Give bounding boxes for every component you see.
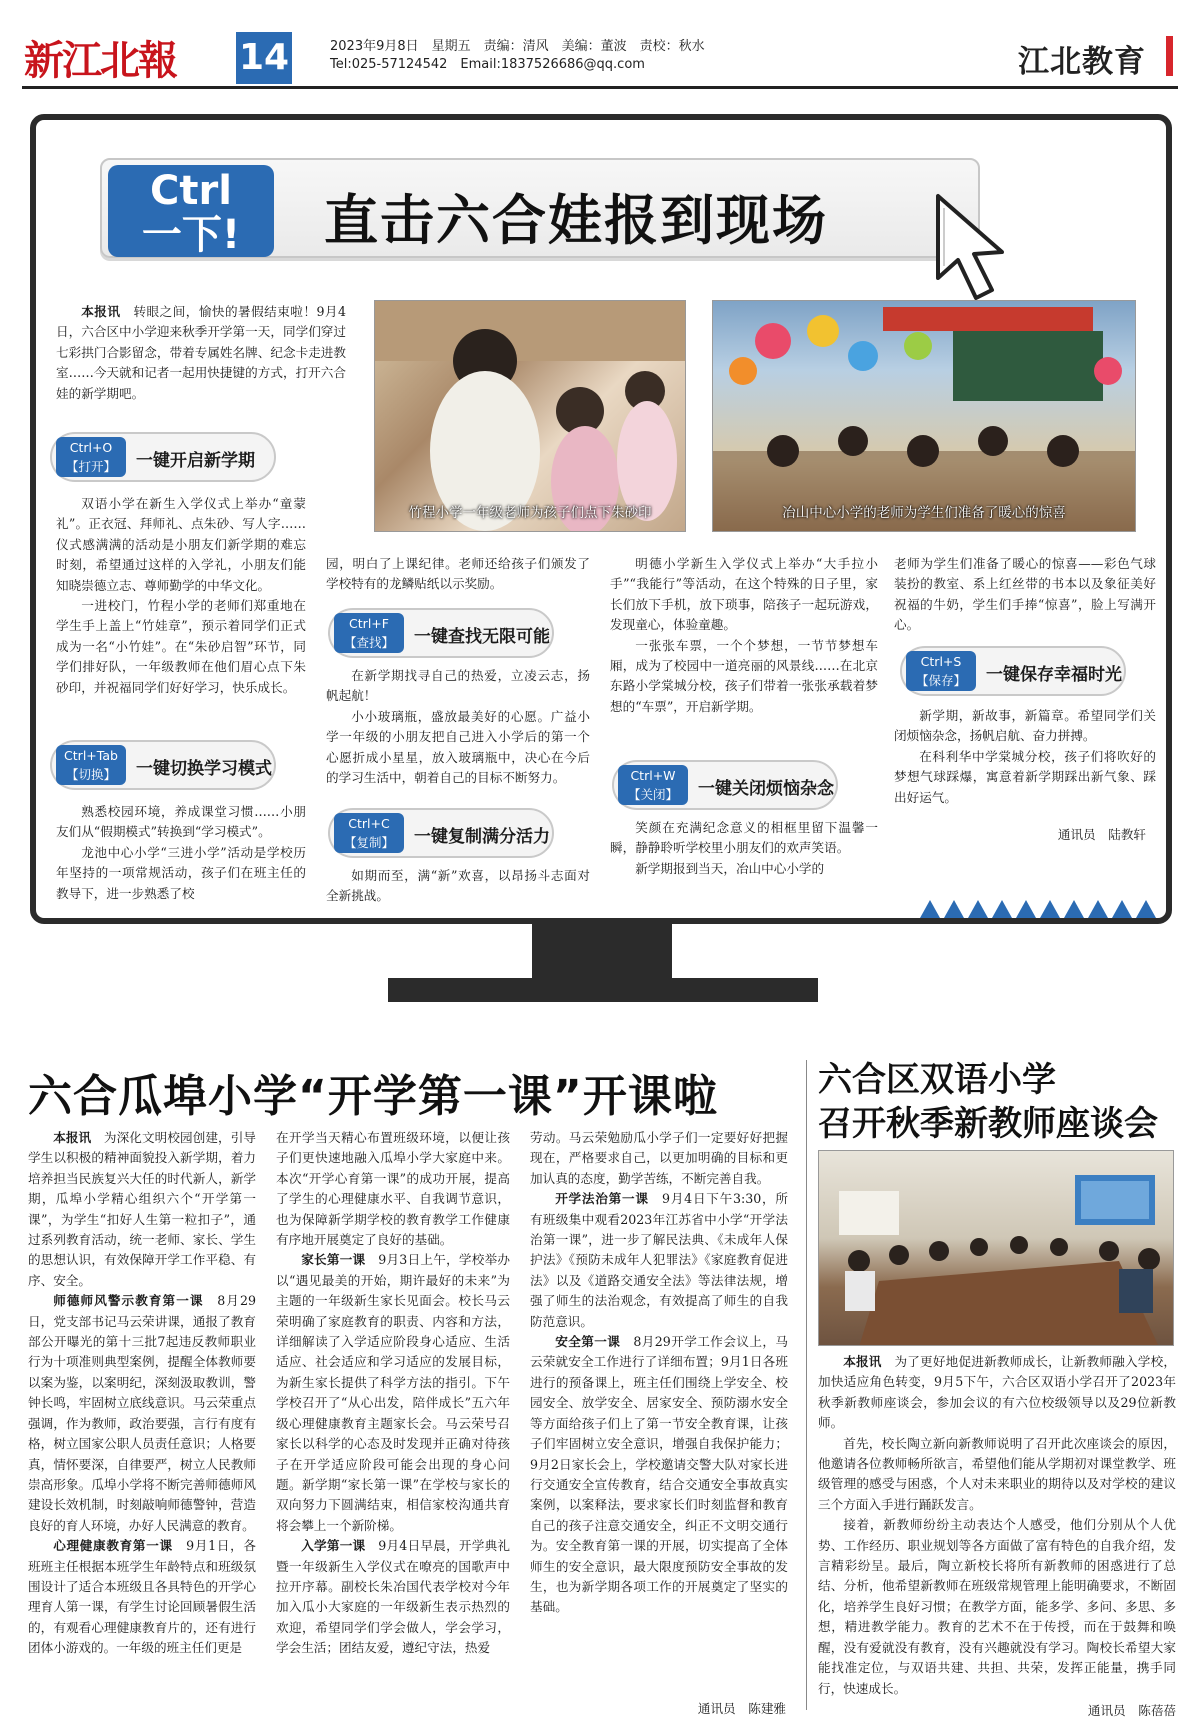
ctrl-badge-line1: Ctrl <box>150 168 232 214</box>
masthead-logo <box>22 30 192 86</box>
key-pill-open <box>50 432 276 482</box>
feature-col2-mid: 在新学期找寻自己的热爱，立凌云志，扬帆起航！ 小小玻璃瓶，盛放最美好的心愿。广益小学一年级的小朋友把自己进入小学后的第一个心愿折成小星星，放入玻璃瓶中，决心在今后的学习生活中，朝着自己的目标不断努力。 <box>326 668 590 786</box>
key-combo-box: Ctrl+W 【关闭】 <box>618 765 688 805</box>
key-combo-box: Ctrl+Tab 【切换】 <box>56 745 126 785</box>
feature-col3-top: 明德小学新生入学仪式上举办“大手拉小手”“我能行”等活动，在这个特殊的日子里，家长们放下手机，放下琐事，陪孩子一起玩游戏，发现童心，体验童趣。 一张张车票，一个个梦想，一节节梦想车厢，成为了校园中一道亮丽的风景线……在北京东路小学棠城分校，孩子们带着一张张承载着梦想的“车票”，开启新学期。 <box>610 556 878 714</box>
story2-col2: 在开学当天精心布置班级环境，以便让孩子们更快速地融入瓜埠小学大家庭中来。本次“开学心育第一课”的成功开展，提高了学生的心理健康水平、自我调节意识，也为保障新学期学校的教育教学工作健康有序地开展奠定了良好的基础。 家长第一课 9月3日上午，学校举办以“遇见最美的开始，期许最好的未来”为主题的一年级新生家长见面会。校长马云荣明确了家庭教育的职责、内容和方法，详细解读了入学适应阶段身心适应、生活适应、社会适应和学习适应的发展目标，为新生家长提供了科学方法的指引。下午学校召开了“从心出发，陪伴成长”五六年级心理健康教育主题家长会。马云荣号召家长以科学的心态及时发现并正确对待孩子在开学适应阶段可能会出现的身心问题。新学期“家长第一课”在学校与家长的双向努力下圆满结束，相信家校沟通共育将会攀上一个新阶梯。 入学第一课 9月4日早晨，开学典礼暨一年级新生入学仪式在嘹亮的国歌声中拉开序幕。副校长朱冶国代表学校对今年加入瓜小大家庭的一年级新生表示热烈的欢迎，希望同学们学会做人，学会学习，学会生活；团结友爱，遵纪守法，热爱 <box>276 1130 510 1656</box>
photo-yeshan-school <box>712 300 1136 532</box>
story3-title: 六合区双语小学 召开秋季新教师座谈会 <box>818 1060 1158 1144</box>
ctrl-badge-line2: 一下! <box>141 212 241 258</box>
monitor-stand-base <box>388 978 818 1002</box>
feature-intro <box>56 302 346 420</box>
story2-byline: 通讯员 陈建雅 <box>697 1701 786 1716</box>
column-divider <box>806 1060 807 1710</box>
key-pill-label: 一键复制满分活力 <box>414 827 550 847</box>
key-combo-box: Ctrl+S 【保存】 <box>906 651 976 691</box>
intro-text: 转眼之间，愉快的暑假结束啦！9月4日，六合区中小学迎来秋季开学第一天，同学们穿过七彩拱门合影留念，带着专属姓名牌、纪念卡走进教室……今天就和记者一起用快捷键的方式，打开六合娃的新学期吧。 <box>56 304 346 401</box>
story3-body: 本报讯 为了更好地促进新教师成长，让新教师融入学校，加快适应角色转变，9月5下午，六合区双语小学召开了2023年秋季新教师座谈会，参加会议的有六位校级领导以及29位新教师。 首先，校长陶立新向新教师说明了召开此次座谈会的原因，他邀请各位教师畅所欲言，希望他们能从学期初对课堂教学、班级管理的感受与困惑，个人对未来职业的期待以及对学校的建议三个方面入手进行踊跃发言。 接着，新教师纷纷主动表达个人感受，他们分别从个人优势、工作经历、职业规划等各方面做了富有特色的自我介绍，发言精彩纷呈。最后，陶立新校长将所有新教师的困惑进行了总结、分析，他希望新教师在班级常规管理上能明确要求，不断固化，培养学生良好习惯；在教学方面，能多学、多问、多思、多想，精进教学能力。教育的艺术不在于传授，而在于鼓舞和唤醒，没有爱就没有教育，没有兴趣就没有学习。陶校长希望大家能找准定位，与双语共建、共担、共荣，发挥正能量，携手同行，快速成长。 <box>818 1354 1176 1696</box>
section-title: 江北教育 <box>1018 44 1146 80</box>
key-pill-close <box>612 760 838 810</box>
section-accent-bar <box>1166 36 1173 76</box>
header-info <box>330 38 705 74</box>
photo-teacher-meeting <box>818 1150 1174 1346</box>
key-pill-label: 一键查找无限可能 <box>414 627 550 647</box>
feature-title: 直击六合娃报到现场 <box>324 189 828 252</box>
ctrl-badge <box>108 165 274 257</box>
feature-col4-bottom: 新学期，新故事，新篇章。希望同学们关闭烦恼杂念，扬帆启航、奋力拼搏。 在科利华中学棠城分校，孩子们将吹好的梦想气球踩爆，寓意着新学期踩出新气象、踩出好运气。 <box>894 708 1156 805</box>
photo-zhucheng-school <box>374 300 686 532</box>
key-pill-label: 一键开启新学期 <box>136 451 255 471</box>
feature-byline: 通讯员 陆教轩 <box>1057 827 1146 842</box>
key-combo-box: Ctrl+C 【复制】 <box>334 813 404 853</box>
page-number: 14 <box>236 32 292 84</box>
cursor-arrow-icon <box>930 190 1050 310</box>
feature-col3-bottom: 笑颜在充满纪念意义的相框里留下温馨一瞬，静静聆听学校里小朋友们的欢声笑语。 新学期报到当天，冶山中心小学的 <box>610 820 878 876</box>
photo1-caption: 竹程小学一年级老师为孩子们点下朱砂印 <box>408 505 652 521</box>
svg-text:新江北報: 新江北報 <box>24 37 176 84</box>
header-divider <box>22 86 1178 89</box>
key-pill-find <box>328 608 554 658</box>
feature-col2-bottom: 如期而至，满“新”欢喜，以昂扬斗志面对全新挑战。 <box>326 868 590 904</box>
key-pill-label: 一键关闭烦恼杂念 <box>698 779 834 799</box>
contact-line: Tel:025-57124542 Email:1837526686@qq.com <box>330 57 645 72</box>
photo2-caption: 冶山中心小学的老师为学生们准备了暖心的惊喜 <box>782 505 1066 521</box>
story2-title: 六合瓜埠小学“开学第一课”开课啦 <box>28 1071 718 1122</box>
intro-lead: 本报讯 <box>81 304 121 319</box>
feature-col1-bottom: 熟悉校园环境，养成课堂习惯……小朋友们从“假期模式”转换到“学习模式”。 龙池中心小学“三进小学”活动是学校历年坚持的一项常规活动，孩子们在班主任的教导下，进一步熟悉了校 <box>56 804 306 901</box>
story3-byline: 通讯员 陈蓓蓓 <box>1087 1703 1176 1718</box>
feature-col2-top: 园，明白了上课纪律。老师还给孩子们颁发了学校特有的龙鳞贴纸以示奖励。 <box>326 556 590 592</box>
feature-col4-top: 老师为学生们准备了暖心的惊喜——彩色气球装扮的教室、系上红丝带的书本以及象征美好祝福的牛奶，学生们手捧“惊喜”，脸上写满开心。 <box>894 556 1156 633</box>
story2-col3: 劳动。马云荣勉励瓜小学子们一定要好好把握现在，严格要求自己，以更加明确的目标和更加认真的态度，勤学苦练，不断完善自我。 开学法治第一课 9月4日下午3:30，所有班级集中观看2023年江苏省中小学“开学法治第一课”，进一步了解民法典、《未成年人保护法》《预防未成年人犯罪法》《家庭教育促进法》以及《道路交通安全法》等法律法规，增强了师生的法治观念，有效提高了师生的自我防范意识。 安全第一课 8月29开学工作会议上，马云荣就安全工作进行了详细布置；9月1日各班进行的预备课上，班主任们围绕上学安全、校园安全、放学安全、居家安全、预防溺水安全等方面给孩子们上了第一节安全教育课，让孩子们牢固树立安全意识，增强自我保护能力；9月2日家长会上，学校邀请交警大队对家长进行交通安全宣传教育，结合交通安全事故真实案例，以案释法，要求家长们时刻监督和教育自己的孩子注意交通安全，纠正不文明交通行为。安全教育第一课的开展，切实提高了全体师生的安全意识，最大限度预防安全事故的发生，也为新学期各项工作的开展奠定了坚实的基础。 <box>530 1130 788 1615</box>
feature-col1-top: 双语小学在新生入学仪式上举办“童蒙礼”。正衣冠、拜师礼、点朱砂、写人字……仪式感满满的活动是小朋友们新学期的难忘时刻，希望通过这样的入学礼，小朋友们能知晓崇德立志、尊师勤学的中华文化。 一进校门，竹程小学的老师们郑重地在学生手上盖上“竹娃章”，预示着同学们正式成为一名“小竹娃”。在“朱砂启智”环节，同学们排好队，一年级教师在他们眉心点下朱砂印，并祝福同学们好好学习，快乐成长。 <box>56 496 306 695</box>
key-pill-label: 一键切换学习模式 <box>136 759 272 779</box>
key-pill-copy <box>328 808 554 858</box>
date-line: 2023年9月8日 星期五 责编：清风 美编：董波 责校：秋水 <box>330 39 705 54</box>
monitor-stand-neck <box>532 924 672 978</box>
key-combo-box: Ctrl+F 【查找】 <box>334 613 404 653</box>
key-pill-save <box>900 646 1126 696</box>
key-combo-box: Ctrl+O 【打开】 <box>56 437 126 477</box>
decorative-triangles <box>920 898 1160 918</box>
key-pill-label: 一键保存幸福时光 <box>986 665 1122 685</box>
key-pill-switch <box>50 740 276 790</box>
story2-col1: 本报讯 为深化文明校园创建，引导学生以积极的精神面貌投入新学期，着力培养担当民族复兴大任的时代新人，新学期，瓜埠小学精心组织六个“开学第一课”，为学生“扣好人生第一粒扣子”，通过系列教育活动，统一老师、家长、学生的思想认识，有效保障开学工作平稳、有序、安全。 师德师风警示教育第一课 8月29日，党支部书记马云荣讲课，通报了教育部公开曝光的第十三批7起违反教师职业行为十项准则典型案例，提醒全体教师要以案为鉴，以案明纪，深刻汲取教训，警钟长鸣，牢固树立底线意识。马云荣重点强调，作为教师，政治要强，言行有度有格，树立国家公职人员责任意识；人格要真，情怀要深，自律要严，树立人民教师崇高形象。瓜埠小学将不断完善师德师风建设长效机制，时刻敲响师德警钟，营造良好的育人环境，办好人民满意的教育。 心理健康教育第一课 9月1日，各班班主任根据本班学生年龄特点和班级氛围设计了适合本班级且各具特色的开学心理育人第一课，有学生讨论回顾暑假生活的，有观看心理健康教育片的，还有进行团体小游戏的。一年级的班主任们更是 <box>28 1130 256 1656</box>
